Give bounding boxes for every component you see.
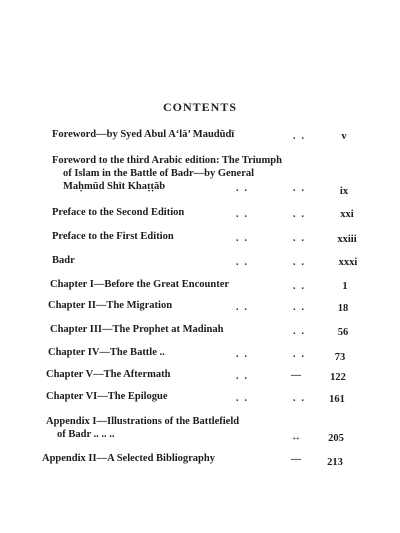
contents-title: CONTENTS <box>162 100 238 114</box>
toc-entry-title: Preface to the Second Edition <box>52 207 185 218</box>
dot-leader: .. <box>236 393 253 404</box>
page-number: 122 <box>330 372 346 383</box>
dot-leader: .. <box>236 349 253 360</box>
dash-leader: — <box>291 454 307 465</box>
toc-entry-title: Chapter IV—The Battle .. <box>48 347 165 358</box>
toc-entry-title: Chapter III—The Prophet at Madinah <box>50 324 224 335</box>
toc-entry-title: Chapter II—The Migration <box>48 300 173 311</box>
dot-leader: .. <box>293 326 310 337</box>
page-number: 161 <box>329 394 345 405</box>
page-number: xxiii <box>337 234 357 245</box>
dot-leader: .. <box>236 257 253 268</box>
dot-leader: .. <box>293 257 310 268</box>
page-number: 213 <box>327 457 343 468</box>
dot-leader: .. <box>293 131 310 142</box>
toc-entry-title: Badr <box>52 255 75 266</box>
page-number: 18 <box>337 303 349 314</box>
dot-leader: .. <box>293 209 310 220</box>
page-number: xxxi <box>338 257 358 268</box>
toc-entry-title-continued: Maḥmūd Shīt Khaṭṭāb <box>63 181 166 192</box>
toc-entry-title: Chapter VI—The Epilogue <box>46 391 168 402</box>
page-number: 73 <box>334 352 346 363</box>
dot-leader: .. <box>293 393 310 404</box>
page-number: v <box>341 131 347 142</box>
dot-leader: .. <box>293 281 310 292</box>
dot-leader: .. <box>236 183 253 194</box>
dot-leader: .. <box>236 233 253 244</box>
dash-leader: — <box>291 370 307 381</box>
toc-entry-title: Chapter I—Before the Great Encounter <box>50 279 230 290</box>
toc-entry-title: Preface to the First Edition <box>52 231 174 242</box>
dot-leader: .. <box>236 209 253 220</box>
dot-leader: .. <box>293 349 310 360</box>
arrow-leader: ↔ <box>291 432 307 443</box>
dot-leader: .. <box>236 371 253 382</box>
page-number: 1 <box>342 281 348 292</box>
toc-entry-title-continued: of Badr .. .. .. <box>57 429 115 440</box>
toc-entry-title: Foreword to the third Arabic edition: The Triumph <box>52 155 282 166</box>
page-number: 205 <box>328 433 344 444</box>
toc-entry-title-continued: of Islam in the Battle of Badr—by General <box>63 168 255 179</box>
page-number: xxi <box>340 209 354 220</box>
toc-entry-title: Appendix II—A Selected Bibliography <box>42 453 215 464</box>
toc-entry-title: Appendix I—Illustrations of the Battlefield <box>46 416 240 427</box>
toc-entry-title: Foreword—by Syed Abul A‘lā’ Maudūdī <box>52 129 235 140</box>
dot-leader: .. <box>293 302 310 313</box>
dot-leader: .. <box>236 302 253 313</box>
dot-leader: .. <box>293 183 310 194</box>
page-number: 56 <box>337 327 349 338</box>
dot-leader: .. <box>293 233 310 244</box>
page-number: ix <box>339 186 349 197</box>
toc-entry-title: Chapter V—The Aftermath <box>46 369 171 380</box>
